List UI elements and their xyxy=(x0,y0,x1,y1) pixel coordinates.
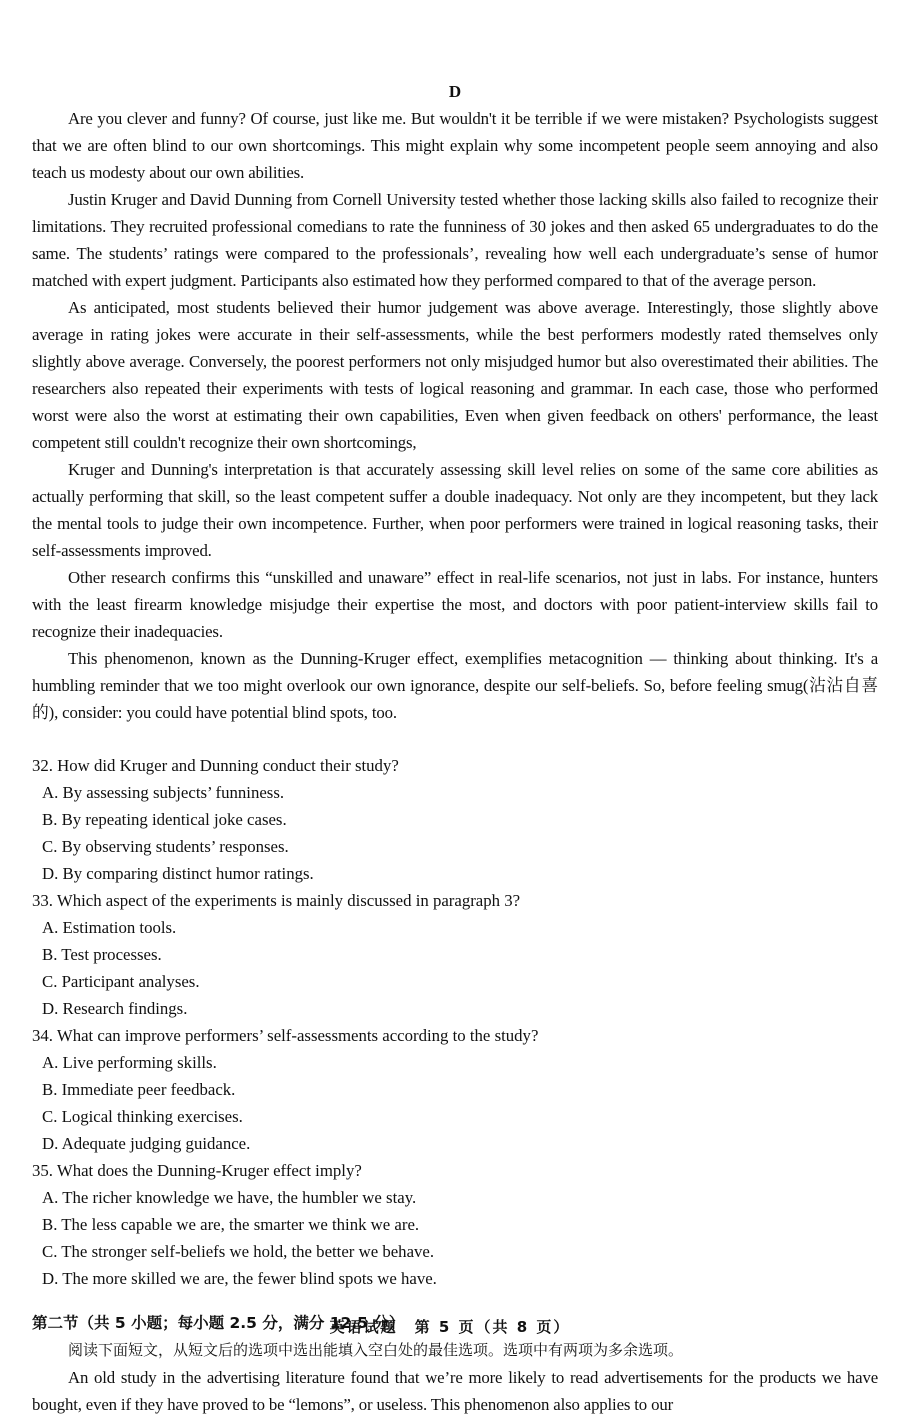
option-d: D. By comparing distinct humor ratings. xyxy=(42,864,314,883)
question-33 xyxy=(32,887,878,1022)
option-c: C. Logical thinking exercises. xyxy=(42,1107,243,1126)
page-footer: 英语试题 第 5 页（共 8 页） xyxy=(329,1318,571,1336)
option-a: A. By assessing subjects’ funniness. xyxy=(42,783,285,802)
option-b: B. Test processes. xyxy=(42,945,162,964)
option-b: B. Immediate peer feedback. xyxy=(42,1080,236,1099)
exam-page xyxy=(32,78,878,1418)
question-stem: 34. What can improve performers’ self-assessments according to the study? xyxy=(32,1026,539,1045)
question-stem: 33. Which aspect of the experiments is mainly discussed in paragraph 3? xyxy=(32,891,521,910)
option-b: B. By repeating identical joke cases. xyxy=(42,810,287,829)
section-2-paragraph: An old study in the advertising literature found that we’re more likely to read advertisements for the products we have bought, even if they have proved to be “lemons”, or useless. This phenomenon also applies to our xyxy=(32,1368,878,1414)
question-34 xyxy=(32,1022,878,1157)
option-list xyxy=(32,1049,878,1157)
option-d: D. Research findings. xyxy=(42,999,188,1018)
option-c: C. The stronger self-beliefs we hold, the better we behave. xyxy=(42,1242,435,1261)
question-list xyxy=(32,752,878,1292)
passage-paragraph: Kruger and Dunning's interpretation is that accurately assessing skill level relies on some of the same core abilities as actually performing that skill, so the least competent suffer a double inadequacy. Not only are they incompetent, but they lack the mental tools to judge their own incompetence. Further, when poor performers were trained in logical reasoning tasks, their self-assessments improved. xyxy=(32,460,878,560)
option-c: C. Participant analyses. xyxy=(42,972,200,991)
option-a: A. Estimation tools. xyxy=(42,918,177,937)
section-2-title: 第二节（共 5 小题；每小题 2.5 分，满分 12.5 分） xyxy=(32,1314,405,1332)
passage-paragraph: Are you clever and funny? Of course, just like me. But wouldn't it be terrible if we were mistaken? Psychologists suggest that we are often blind to our own shortcomings. This might explain why some incompetent people seem annoying and also teach us modesty about our own abilities. xyxy=(32,109,878,182)
option-d: D. Adequate judging guidance. xyxy=(42,1134,251,1153)
question-35 xyxy=(32,1157,878,1292)
passage-body xyxy=(32,105,878,726)
passage-paragraph: This phenomenon, known as the Dunning-Kruger effect, exemplifies metacognition — thinking about thinking. It's a humbling reminder that we too might overlook our own ignorance, despite our self-beliefs. So, before feeling smug(沾沾自喜的), consider: you could have potential blind spots, too. xyxy=(32,649,878,722)
option-d: D. The more skilled we are, the fewer blind spots we have. xyxy=(42,1269,437,1288)
option-a: A. Live performing skills. xyxy=(42,1053,217,1072)
question-stem: 35. What does the Dunning-Kruger effect imply? xyxy=(32,1161,362,1180)
option-list xyxy=(32,779,878,887)
option-b: B. The less capable we are, the smarter we think we are. xyxy=(42,1215,420,1234)
option-list xyxy=(32,1184,878,1292)
option-a: A. The richer knowledge we have, the humbler we stay. xyxy=(42,1188,417,1207)
question-32 xyxy=(32,752,878,887)
question-stem: 32. How did Kruger and Dunning conduct their study? xyxy=(32,756,399,775)
passage-paragraph: Justin Kruger and David Dunning from Cornell University tested whether those lacking skills also failed to recognize their limitations. They recruited professional comedians to rate the funniness of 30 jokes and then asked 65 undergraduates to do the same. The students’ ratings were compared to the professionals’, revealing how well each undergraduate’s sense of humor matched with expert judgment. Participants also estimated how they performed compared to that of the average person. xyxy=(32,190,878,290)
passage-paragraph: As anticipated, most students believed their humor judgement was above average. Interestingly, those slightly above average in rating jokes were accurate in their self-assessments, while the best performers modestly rated themselves only slightly above average. Conversely, the poorest performers not only misjudged humor but also overestimated their abilities. The researchers also repeated their experiments with tests of logical reasoning and grammar. In each case, those who performed worst were also the worst at estimating their own capabilities, Even when given feedback on others' performance, the least competent still couldn't recognize their own shortcomings, xyxy=(32,298,878,452)
option-list xyxy=(32,914,878,1022)
passage-label: D xyxy=(448,82,462,101)
passage-paragraph: Other research confirms this “unskilled and unaware” effect in real-life scenarios, not just in labs. For instance, hunters with the least firearm knowledge misjudge their expertise the most, and doctors with poor patient-interview skills fail to recognize their inadequacies. xyxy=(32,568,878,641)
option-c: C. By observing students’ responses. xyxy=(42,837,289,856)
section-2-instruction: 阅读下面短文，从短文后的选项中选出能填入空白处的最佳选项。选项中有两项为多余选项。 xyxy=(68,1341,684,1359)
